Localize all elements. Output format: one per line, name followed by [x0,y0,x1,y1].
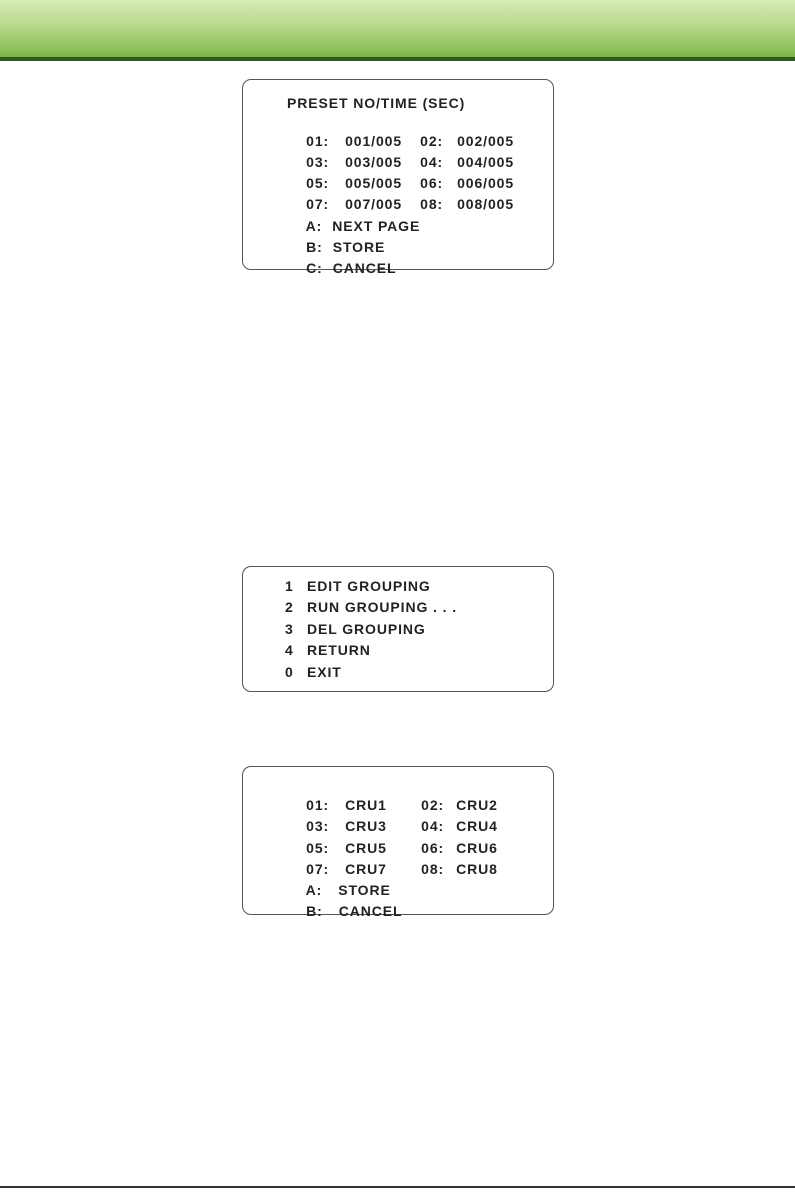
menu-item-run-grouping[interactable]: RUN GROUPING . . . [307,599,457,615]
preset-time: 005/005 [345,175,403,191]
preset-number: 01: [306,133,330,149]
preset-time: 008/005 [457,196,515,212]
cruise-name: CRU5 [345,840,387,856]
option-label: CANCEL [338,903,403,919]
grouping-item-number: 1 [285,578,294,594]
cruise-name: CRU3 [345,818,387,834]
cruise-number: 08: [421,861,445,877]
cruise-name: CRU7 [345,861,387,877]
preset-time: 001/005 [345,133,403,149]
cruise-menu-box [242,766,554,919]
menu-option-cancel[interactable] [287,887,402,935]
header-rule [0,57,795,61]
menu-option-cancel[interactable] [287,244,396,292]
preset-number: 07: [306,196,330,212]
cruise-number: 02: [421,797,445,813]
option-label: NEXT PAGE [332,218,421,234]
cruise-name: CRU1 [345,797,387,813]
option-key: B: [306,239,323,255]
cruise-name: CRU6 [456,840,498,856]
footer-rule [0,1186,795,1188]
cruise-number: 07: [306,861,330,877]
header-band [0,0,795,57]
option-key: A: [305,882,323,898]
preset-time: 002/005 [457,133,515,149]
preset-time: 004/005 [457,154,515,170]
grouping-item-number: 2 [285,599,294,615]
menu-item-return[interactable]: RETURN [307,642,371,658]
cruise-name: CRU2 [456,797,498,813]
cruise-number: 06: [421,840,445,856]
preset-number: 04: [420,154,444,170]
option-key: A: [305,218,323,234]
preset-time: 003/005 [345,154,403,170]
cruise-entry[interactable] [402,845,498,893]
cruise-name: CRU8 [456,861,498,877]
preset-number: 05: [306,175,330,191]
preset-number: 08: [420,196,444,212]
preset-menu-title: PRESET NO/TIME (SEC) [287,95,466,111]
preset-time: 007/005 [345,196,403,212]
preset-number: 06: [420,175,444,191]
option-label: CANCEL [332,260,397,276]
option-label: STORE [332,239,386,255]
preset-number: 02: [420,133,444,149]
menu-item-edit-grouping[interactable]: EDIT GROUPING [307,578,431,594]
preset-time: 006/005 [457,175,515,191]
cruise-number: 05: [306,840,330,856]
cruise-number: 01: [306,797,330,813]
cruise-number: 03: [306,818,330,834]
option-key: B: [306,903,323,919]
preset-menu-box [242,79,554,276]
grouping-item-number: 0 [285,664,294,680]
menu-item-exit[interactable]: EXIT [307,664,342,680]
preset-number: 03: [306,154,330,170]
grouping-menu-box [242,566,554,692]
menu-item-del-grouping[interactable]: DEL GROUPING [307,621,426,637]
cruise-name: CRU4 [456,818,498,834]
grouping-item-number: 4 [285,642,294,658]
option-label: STORE [338,882,391,898]
cruise-number: 04: [421,818,445,834]
grouping-item-number: 3 [285,621,294,637]
option-key: C: [306,260,323,276]
